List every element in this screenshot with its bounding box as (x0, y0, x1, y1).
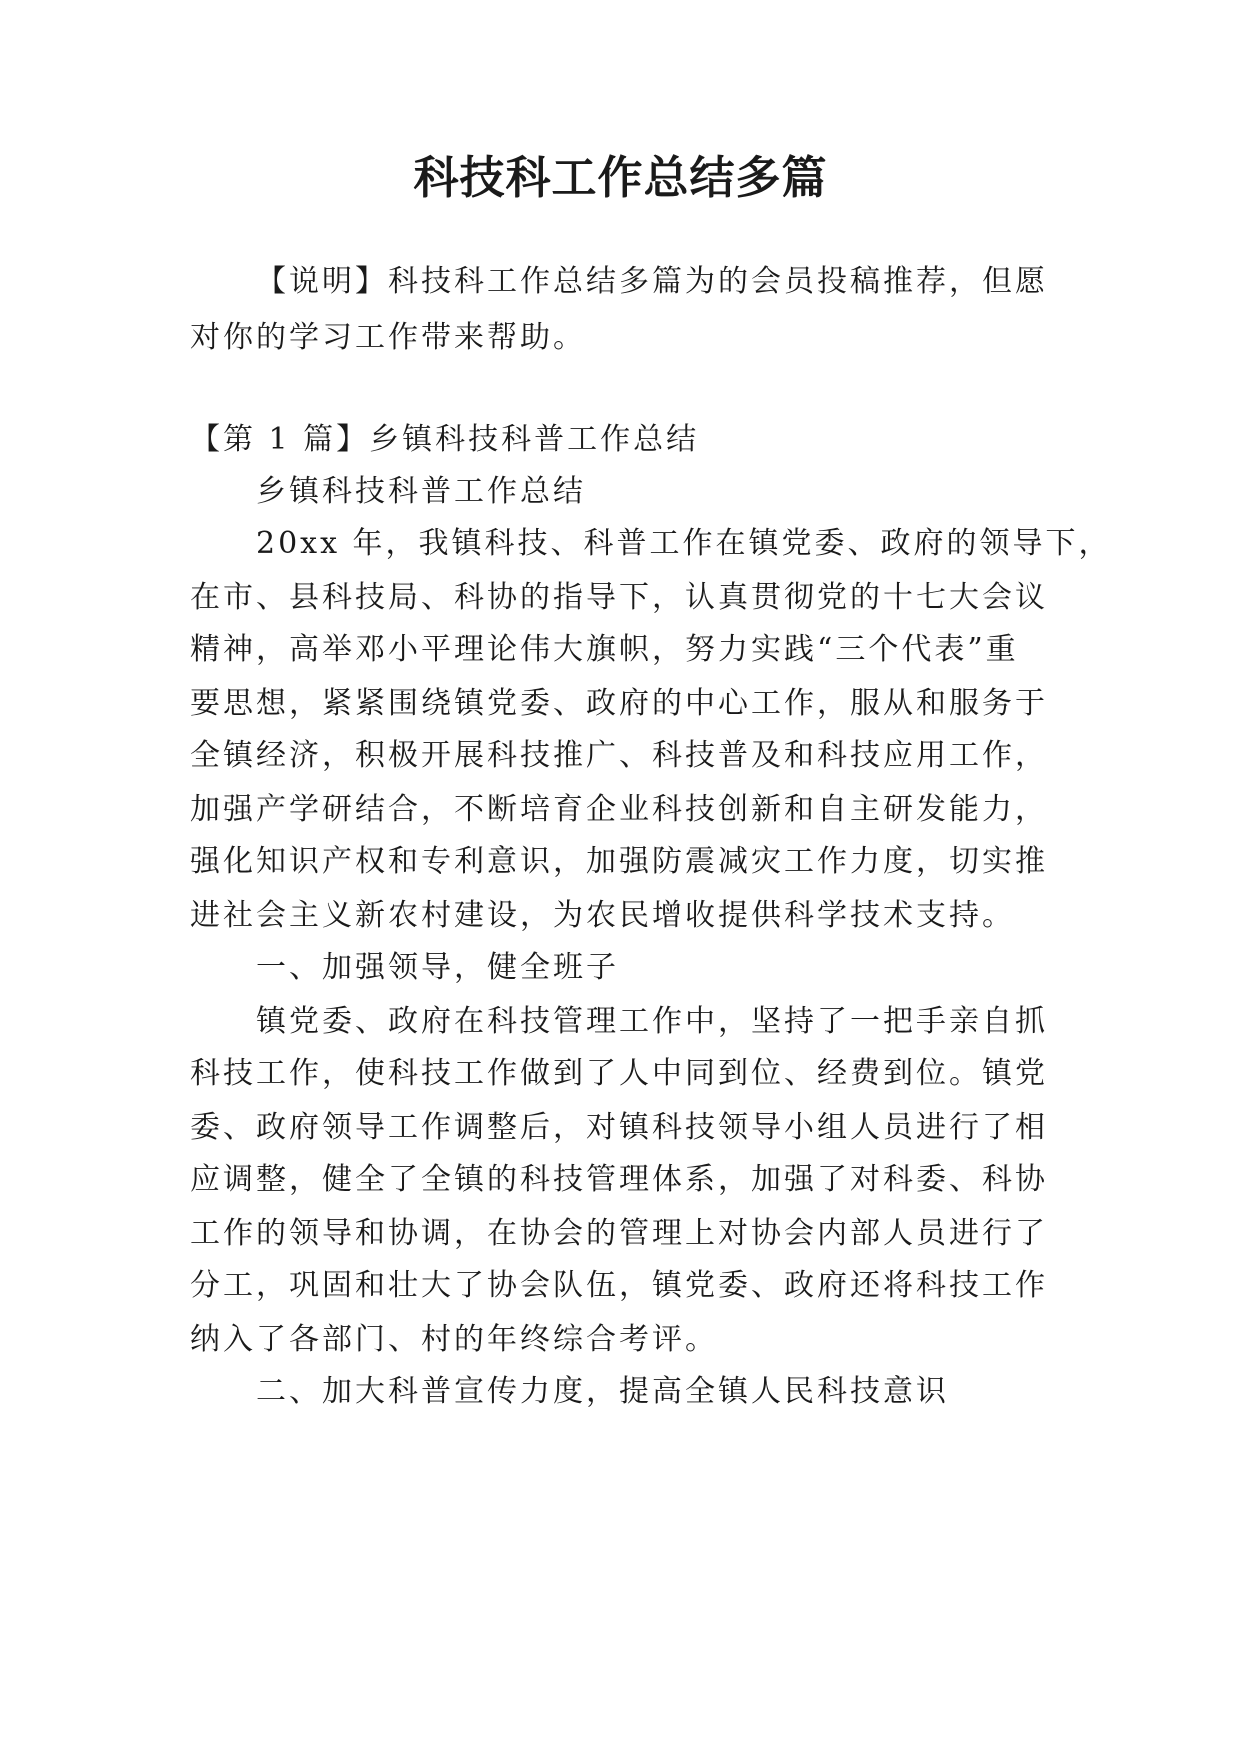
paragraph-1-line: 要思想，紧紧围绕镇党委、政府的中心工作，服从和服务于 (190, 686, 1048, 721)
paragraph-2-line: 镇党委、政府在科技管理工作中，坚持了一把手亲自抓 (256, 1004, 1048, 1039)
paragraph-2-line: 应调整，健全了全镇的科技管理体系，加强了对科委、科协 (190, 1162, 1048, 1197)
paragraph-2-line: 工作的领导和协调，在协会的管理上对协会内部人员进行了 (190, 1216, 1048, 1251)
article-subtitle: 乡镇科技科普工作总结 (256, 474, 586, 509)
paragraph-2-line: 科技工作，使科技工作做到了人中同到位、经费到位。镇党 (190, 1056, 1048, 1091)
paragraph-2-line: 纳入了各部门、村的年终综合考评。 (190, 1322, 718, 1357)
paragraph-1-line: 20xx 年，我镇科技、科普工作在镇党委、政府的领导下， (256, 526, 1112, 561)
section-heading-1: 一、加强领导，健全班子 (256, 950, 619, 985)
paragraph-1-line: 精神，高举邓小平理论伟大旗帜，努力实践“三个代表”重 (190, 632, 1019, 667)
paragraph-1-line: 在市、县科技局、科协的指导下，认真贯彻党的十七大会议 (190, 580, 1048, 615)
note-line-2: 对你的学习工作带来帮助。 (190, 320, 586, 355)
paragraph-2-line: 分工，巩固和壮大了协会队伍，镇党委、政府还将科技工作 (190, 1268, 1048, 1303)
paragraph-1-line: 强化知识产权和专利意识，加强防震减灾工作力度，切实推 (190, 844, 1048, 879)
paragraph-1-line: 全镇经济，积极开展科技推广、科技普及和科技应用工作， (190, 738, 1048, 773)
note-line-1: 【说明】科技科工作总结多篇为的会员投稿推荐，但愿 (256, 264, 1048, 299)
paragraph-1-line: 加强产学研结合，不断培育企业科技创新和自主研发能力， (190, 792, 1048, 827)
paragraph-1-line: 进社会主义新农村建设，为农民增收提供科学技术支持。 (190, 898, 1015, 933)
document-title: 科技科工作总结多篇 (413, 151, 828, 204)
paragraph-2-line: 委、政府领导工作调整后，对镇科技领导小组人员进行了相 (190, 1110, 1048, 1145)
section-heading: 【第 1 篇】乡镇科技科普工作总结 (190, 422, 700, 457)
section-heading-2: 二、加大科普宣传力度，提高全镇人民科技意识 (256, 1374, 949, 1409)
